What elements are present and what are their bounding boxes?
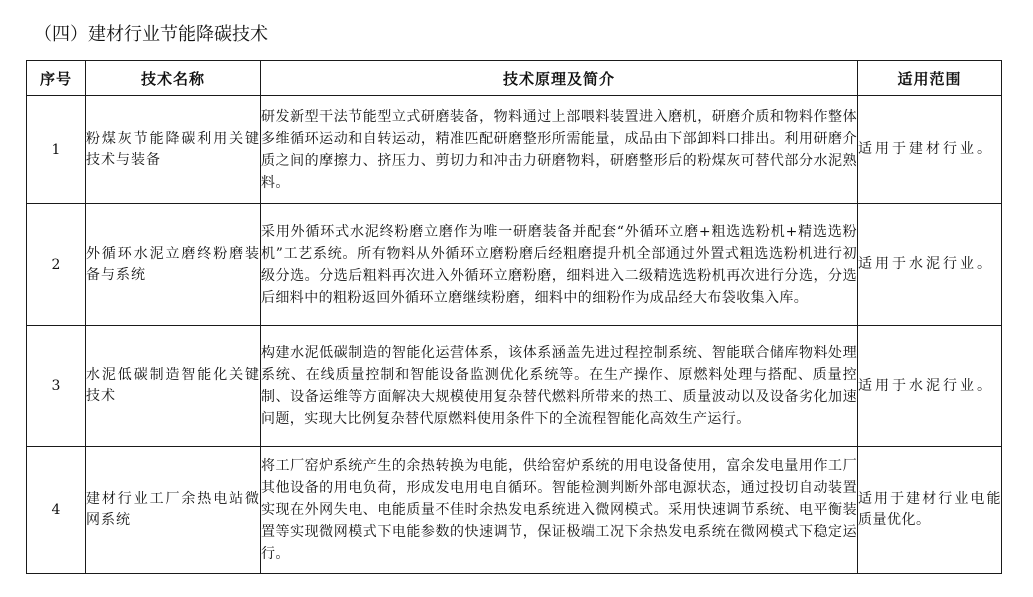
header-no: 序号 xyxy=(27,61,86,96)
application-scope: 适用于建材行业电能质量优化。 xyxy=(858,447,1002,574)
table-row xyxy=(27,447,1002,574)
row-number: 3 xyxy=(27,326,86,447)
table-row xyxy=(27,96,1002,204)
table-header-row xyxy=(27,61,1002,96)
technology-name: 建材行业工厂余热电站微网系统 xyxy=(86,447,261,574)
table-row xyxy=(27,326,1002,447)
technology-name: 外循环水泥立磨终粉磨装备与系统 xyxy=(86,204,261,326)
application-scope: 适用于水泥行业。 xyxy=(858,326,1002,447)
header-scope: 适用范围 xyxy=(858,61,1002,96)
row-number: 4 xyxy=(27,447,86,574)
technology-description: 研发新型干法节能型立式研磨装备，物料通过上部喂料装置进入磨机，研磨介质和物料作整体多维循环运动和自转运动，精准匹配研磨整形所需能量，成品由下部卸料口排出。利用研磨介质之间的摩擦力、挤压力、剪切力和冲击力研磨物料，研磨整形后的粉煤灰可替代部分水泥熟料。 xyxy=(261,96,858,204)
technology-description: 构建水泥低碳制造的智能化运营体系，该体系涵盖先进过程控制系统、智能联合储库物料处理系统、在线质量控制和智能设备监测优化系统等。在生产操作、原燃料处理与搭配、质量控制、设备运维等方面解决大规模使用复杂替代燃料所带来的热工、质量波动以及设备劣化加速问题，实现大比例复杂替代原燃料使用条件下的全流程智能化高效生产运行。 xyxy=(261,326,858,447)
application-scope: 适用于建材行业。 xyxy=(858,96,1002,204)
row-number: 1 xyxy=(27,96,86,204)
table-row xyxy=(27,204,1002,326)
technology-description: 将工厂窑炉系统产生的余热转换为电能，供给窑炉系统的用电设备使用，富余发电量用作工厂其他设备的用电负荷，形成发电用电自循环。智能检测判断外部电源状态，通过投切自动装置实现在外网失电、电能质量不佳时余热发电系统进入微网模式。采用快速调节系统、电平衡装置等实现微网模式下电能参数的快速调节，保证极端工况下余热发电系统在微网模式下稳定运行。 xyxy=(261,447,858,574)
application-scope: 适用于水泥行业。 xyxy=(858,204,1002,326)
row-number: 2 xyxy=(27,204,86,326)
technology-name: 水泥低碳制造智能化关键技术 xyxy=(86,326,261,447)
technology-table xyxy=(26,60,1002,574)
technology-description: 采用外循环式水泥终粉磨立磨作为唯一研磨装备并配套“外循环立磨+粗选选粉机+精选选粉机”工艺系统。所有物料从外循环立磨粉磨后经粗磨提升机全部通过外置式粗选选粉机进行初级分选。分选后粗料再次进入外循环立磨粉磨，细料进入二级精选选粉机再次进行分选，分选后细料中的粗粉返回外循环立磨继续粉磨，细料中的细粉作为成品经大布袋收集入库。 xyxy=(261,204,858,326)
header-desc: 技术原理及简介 xyxy=(261,61,858,96)
header-name: 技术名称 xyxy=(86,61,261,96)
section-title: （四）建材行业节能降碳技术 xyxy=(34,24,268,45)
technology-name: 粉煤灰节能降碳利用关键技术与装备 xyxy=(86,96,261,204)
